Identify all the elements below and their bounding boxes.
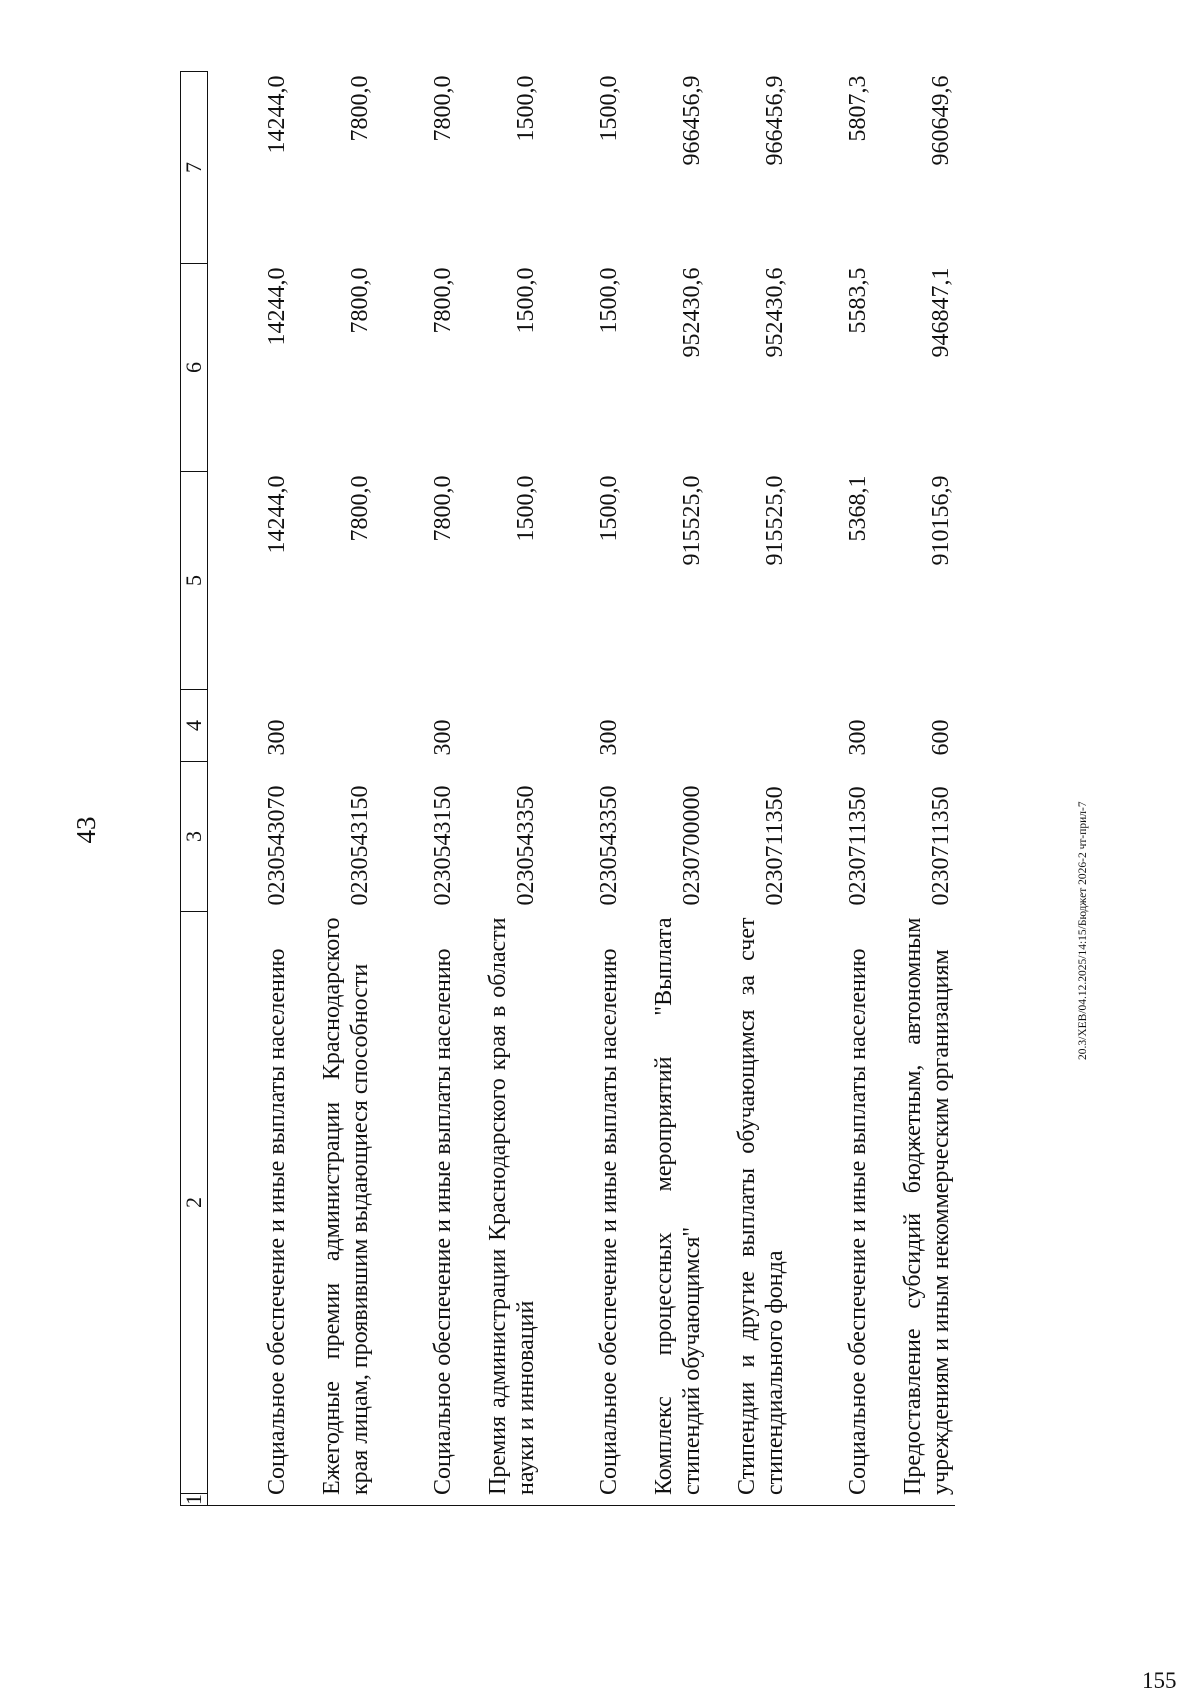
row-description: Социальное обеспечение и иные выплаты населению [374,912,457,1506]
amount-col-6: 14244,0 [264,267,290,346]
table-row [540,72,623,1506]
row-description: Премия администрации Краснодарского края в области науки и инноваций [457,912,540,1506]
amount-col-7: 14244,0 [264,75,290,154]
target-article-code: 0230700000 [679,785,705,906]
amount-col-7: 7800,0 [430,75,456,142]
budget-table-wrapper [180,72,1200,1506]
amount-col-6: 952430,6 [762,267,788,358]
expense-type-code: 300 [264,719,290,756]
amount-col-7: 5807,3 [845,75,871,142]
amount-col-6: 5583,5 [845,267,871,334]
amount-col-5: 915525,0 [679,475,705,566]
column-header-1: 1 [181,1494,206,1505]
column-header-4: 4 [181,690,208,762]
expense-type-code [706,690,789,762]
row-description: Предоставление субсидий бюджетным, автономным учреждениям и иным некоммерческим организациям [872,912,955,1506]
table-row [208,72,292,1506]
expense-type-code: 300 [430,719,456,756]
amount-col-5: 910156,9 [928,475,954,566]
target-article-code: 0230711350 [928,786,954,906]
table-row [872,72,955,1506]
amount-col-6: 1500,0 [596,267,622,334]
amount-col-6: 946847,1 [928,267,954,358]
amount-col-6: 7800,0 [347,267,373,334]
amount-col-7: 7800,0 [347,75,373,142]
budget-table [180,71,955,1506]
column-header-7: 7 [181,72,208,264]
expense-type-code [291,690,374,762]
row-description: Социальное обеспечение и иные выплаты населению [789,912,872,1506]
table-row [623,72,706,1506]
amount-col-7: 966456,9 [762,75,788,166]
expense-type-code: 300 [845,719,871,756]
amount-col-5: 5368,1 [845,475,871,542]
target-article-code: 0230543350 [513,785,539,906]
sheet-number: 155 [1142,1668,1177,1693]
target-article-code: 0230543070 [264,785,290,906]
table-row [291,72,374,1506]
table-row [789,72,872,1506]
amount-col-6: 1500,0 [513,267,539,334]
amount-col-6: 7800,0 [430,267,456,334]
table-row [706,72,789,1506]
amount-col-5: 915525,0 [762,475,788,566]
column-header-2: 2 [181,912,208,1494]
amount-col-5: 7800,0 [347,475,373,542]
target-article-code: 0230711350 [845,786,871,906]
expense-type-code: 300 [596,719,622,756]
amount-col-7: 966456,9 [679,75,705,166]
row-description: Социальное обеспечение и иные выплаты населению [540,912,623,1506]
expense-type-code [457,690,540,762]
amount-col-5: 1500,0 [596,475,622,542]
document-stamp: 20.3/ХЕВ/04.12.2025/14:15/Бюджет 2026-2 чт-прил-7 [1077,801,1089,1060]
amount-col-7: 960649,6 [928,75,954,166]
expense-type-code: 600 [928,719,954,756]
target-article-code: 0230543150 [430,785,456,906]
target-article-code: 0230711350 [762,786,788,906]
column-header-6: 6 [181,264,208,472]
target-article-code: 0230543350 [596,785,622,906]
table-header-row [181,72,208,1506]
amount-col-5: 14244,0 [264,475,290,554]
amount-col-5: 7800,0 [430,475,456,542]
amount-col-7: 1500,0 [513,75,539,142]
column-header-3: 3 [181,762,208,912]
amount-col-5: 1500,0 [513,475,539,542]
column-header-5: 5 [181,472,208,690]
page-number: 43 [71,816,101,844]
row-description: Стипендии и другие выплаты обучающимся за счет стипендиального фонда [706,912,789,1506]
table-row [457,72,540,1506]
target-article-code: 0230543150 [347,785,373,906]
row-description: Ежегодные премии администрации Краснодарского края лицам, проявившим выдающиеся способности [291,912,374,1506]
expense-type-code [623,690,706,762]
amount-col-6: 952430,6 [679,267,705,358]
amount-col-7: 1500,0 [596,75,622,142]
table-row [374,72,457,1506]
row-description: Социальное обеспечение и иные выплаты населению [208,912,292,1506]
row-description: Комплекс процессных мероприятий "Выплата стипендий обучающимся" [623,912,706,1506]
